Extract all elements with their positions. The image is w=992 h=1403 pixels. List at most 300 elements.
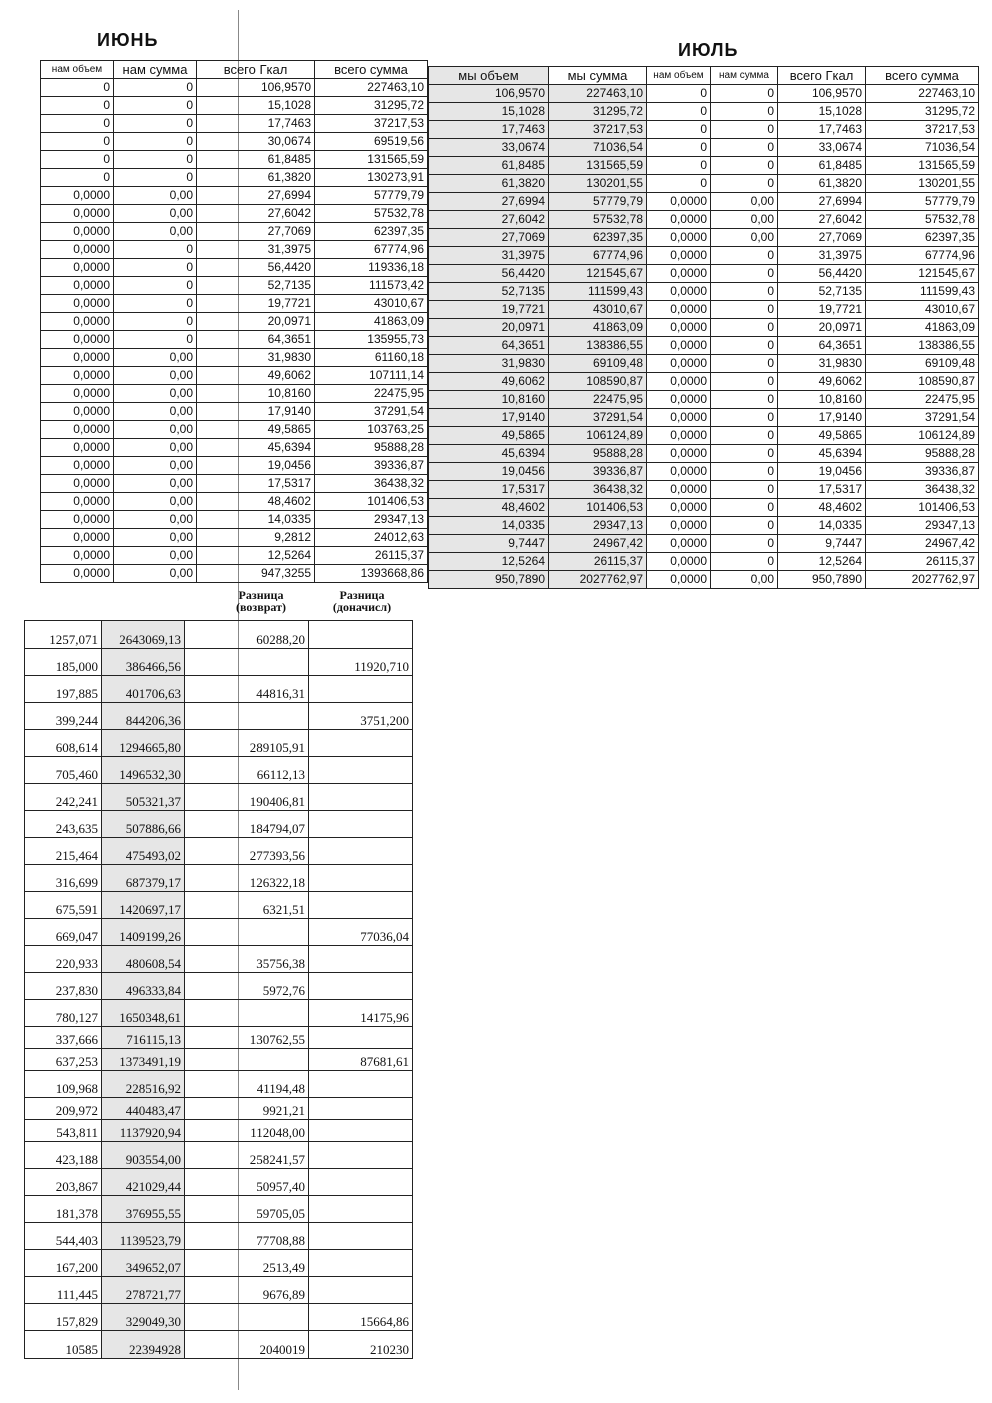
- july-row: [429, 121, 979, 139]
- june-row-cell: 0,0000: [41, 349, 114, 367]
- july-row-cell: 12,5264: [429, 553, 549, 571]
- difference-row: [25, 676, 413, 703]
- difference-row-cell: [309, 621, 413, 649]
- june-row-cell: 0,0000: [41, 313, 114, 331]
- july-row: [429, 229, 979, 247]
- difference-row: [25, 973, 413, 1000]
- june-row: [41, 457, 428, 475]
- july-row-cell: 0,00: [711, 193, 778, 211]
- july-row-cell: 15,1028: [778, 103, 866, 121]
- june-row-cell: 14,0335: [197, 511, 315, 529]
- july-row-cell: 10,8160: [778, 391, 866, 409]
- june-row-cell: 135955,73: [315, 331, 428, 349]
- june-row-cell: 49,5865: [197, 421, 315, 439]
- july-row-cell: 20,0971: [778, 319, 866, 337]
- july-row-cell: 39336,87: [549, 463, 647, 481]
- difference-row-cell: 35756,38: [185, 946, 309, 973]
- july-row: [429, 85, 979, 103]
- july-row-cell: 45,6394: [778, 445, 866, 463]
- difference-row-cell: 544,403: [25, 1223, 102, 1250]
- june-row-cell: 0,0000: [41, 295, 114, 313]
- july-row-cell: 106124,89: [549, 427, 647, 445]
- difference-row-cell: 2040019: [185, 1331, 309, 1359]
- june-row-cell: 17,9140: [197, 403, 315, 421]
- june-row-cell: 0: [114, 277, 197, 295]
- july-row-cell: 67774,96: [866, 247, 979, 265]
- difference-row-cell: [185, 703, 309, 730]
- june-row-cell: 45,6394: [197, 439, 315, 457]
- july-row-cell: 0: [647, 85, 711, 103]
- june-row-cell: 64,3651: [197, 331, 315, 349]
- july-row-cell: 0,0000: [647, 373, 711, 391]
- difference-row-cell: 496333,84: [102, 973, 185, 1000]
- july-row-cell: 0,0000: [647, 319, 711, 337]
- june-row-cell: 0: [41, 97, 114, 115]
- july-row-cell: 33,0674: [778, 139, 866, 157]
- july-row-cell: 0,0000: [647, 301, 711, 319]
- difference-row-cell: 780,127: [25, 1000, 102, 1027]
- june-row: [41, 439, 428, 457]
- july-row-cell: 0,0000: [647, 337, 711, 355]
- june-row-cell: 0,0000: [41, 205, 114, 223]
- june-row-cell: 0: [114, 169, 197, 187]
- july-row-cell: 0: [711, 481, 778, 499]
- june-row-cell: 61,8485: [197, 151, 315, 169]
- june-row-cell: 15,1028: [197, 97, 315, 115]
- july-row-cell: 19,0456: [778, 463, 866, 481]
- july-row: [429, 409, 979, 427]
- difference-row: [25, 730, 413, 757]
- june-row: [41, 403, 428, 421]
- july-row-cell: 57779,79: [549, 193, 647, 211]
- difference-row: [25, 1169, 413, 1196]
- july-row-cell: 0: [711, 499, 778, 517]
- july-row-cell: 57532,78: [866, 211, 979, 229]
- difference-row-cell: [309, 1071, 413, 1098]
- july-row-cell: 0: [711, 373, 778, 391]
- difference-row-cell: 505321,37: [102, 784, 185, 811]
- july-row-cell: 31,3975: [778, 247, 866, 265]
- july-row-cell: 61,8485: [429, 157, 549, 175]
- june-row-cell: 0: [114, 133, 197, 151]
- june-row-cell: 0: [41, 169, 114, 187]
- june-row: [41, 313, 428, 331]
- july-row-cell: 95888,28: [549, 445, 647, 463]
- july-row-cell: 57779,79: [866, 193, 979, 211]
- july-row-cell: 36438,32: [549, 481, 647, 499]
- june-row-cell: 0,00: [114, 367, 197, 385]
- july-row-cell: 227463,10: [866, 85, 979, 103]
- june-row: [41, 331, 428, 349]
- july-row-cell: 64,3651: [778, 337, 866, 355]
- july-row-cell: 0,0000: [647, 409, 711, 427]
- june-row-cell: 0,0000: [41, 529, 114, 547]
- june-row-cell: 0: [114, 151, 197, 169]
- july-row: [429, 445, 979, 463]
- june-row: [41, 187, 428, 205]
- july-header-row: [429, 67, 979, 85]
- difference-row-cell: 220,933: [25, 946, 102, 973]
- difference-row-cell: [309, 676, 413, 703]
- july-row-cell: 37217,53: [549, 121, 647, 139]
- july-row-cell: 0: [711, 463, 778, 481]
- july-row-cell: 108590,87: [549, 373, 647, 391]
- difference-row-cell: 1420697,17: [102, 892, 185, 919]
- difference-row-cell: 60288,20: [185, 621, 309, 649]
- difference-row-cell: 543,811: [25, 1120, 102, 1142]
- june-row-cell: 0: [114, 97, 197, 115]
- july-row-cell: 14,0335: [429, 517, 549, 535]
- june-row-cell: 0,0000: [41, 331, 114, 349]
- june-row: [41, 133, 428, 151]
- difference-row: [25, 703, 413, 730]
- july-row: [429, 175, 979, 193]
- july-row-cell: 2027762,97: [866, 571, 979, 589]
- june-row: [41, 547, 428, 565]
- july-row-cell: 121545,67: [549, 265, 647, 283]
- june-row-cell: 131565,59: [315, 151, 428, 169]
- june-row: [41, 151, 428, 169]
- difference-row: [25, 1000, 413, 1027]
- difference-row: [25, 649, 413, 676]
- difference-row-cell: 376955,55: [102, 1196, 185, 1223]
- june-row-cell: 0: [114, 115, 197, 133]
- july-row-cell: 17,7463: [778, 121, 866, 139]
- difference-row-cell: 87681,61: [309, 1049, 413, 1071]
- july-row-cell: 106124,89: [866, 427, 979, 445]
- difference-row: [25, 1049, 413, 1071]
- july-row-cell: 52,7135: [429, 283, 549, 301]
- june-row-cell: 0: [41, 79, 114, 97]
- june-row-cell: 48,4602: [197, 493, 315, 511]
- july-row-cell: 17,7463: [429, 121, 549, 139]
- difference-row-cell: 6321,51: [185, 892, 309, 919]
- july-row: [429, 247, 979, 265]
- july-row-cell: 0: [711, 157, 778, 175]
- july-row: [429, 337, 979, 355]
- difference-table: [24, 620, 413, 1359]
- july-row-cell: 19,7721: [778, 301, 866, 319]
- june-row-cell: 0: [114, 331, 197, 349]
- june-row-cell: 0,00: [114, 421, 197, 439]
- july-row: [429, 427, 979, 445]
- difference-row-cell: 329049,30: [102, 1304, 185, 1331]
- difference-row-cell: 401706,63: [102, 676, 185, 703]
- difference-row: [25, 784, 413, 811]
- difference-row-cell: 421029,44: [102, 1169, 185, 1196]
- difference-row-cell: 423,188: [25, 1142, 102, 1169]
- difference-row-cell: 1409199,26: [102, 919, 185, 946]
- july-row-cell: 49,5865: [778, 427, 866, 445]
- difference-row-cell: 480608,54: [102, 946, 185, 973]
- difference-row-cell: 844206,36: [102, 703, 185, 730]
- july-row-cell: 29347,13: [866, 517, 979, 535]
- june-row: [41, 295, 428, 313]
- july-row-cell: 56,4420: [429, 265, 549, 283]
- june-row-cell: 27,7069: [197, 223, 315, 241]
- difference-row: [25, 1304, 413, 1331]
- july-header-cell: всего Гкал: [778, 67, 866, 85]
- july-row-cell: 0,0000: [647, 481, 711, 499]
- difference-row-cell: 316,699: [25, 865, 102, 892]
- july-row-cell: 101406,53: [549, 499, 647, 517]
- july-row-cell: 61,3820: [429, 175, 549, 193]
- july-row-cell: 37217,53: [866, 121, 979, 139]
- difference-row: [25, 1071, 413, 1098]
- june-row-cell: 0: [114, 241, 197, 259]
- july-header-cell: нам сумма: [711, 67, 778, 85]
- june-row: [41, 241, 428, 259]
- june-row-cell: 0,0000: [41, 547, 114, 565]
- july-row-cell: 19,7721: [429, 301, 549, 319]
- july-row-cell: 62397,35: [866, 229, 979, 247]
- june-row: [41, 511, 428, 529]
- june-row-cell: 9,2812: [197, 529, 315, 547]
- july-row-cell: 0,0000: [647, 445, 711, 463]
- july-row-cell: 27,7069: [778, 229, 866, 247]
- june-row-cell: 49,6062: [197, 367, 315, 385]
- july-row-cell: 106,9570: [429, 85, 549, 103]
- june-row: [41, 259, 428, 277]
- june-row: [41, 475, 428, 493]
- july-row-cell: 10,8160: [429, 391, 549, 409]
- june-row-cell: 20,0971: [197, 313, 315, 331]
- june-row-cell: 0: [41, 133, 114, 151]
- june-row: [41, 97, 428, 115]
- july-row-cell: 101406,53: [866, 499, 979, 517]
- july-row-cell: 111599,43: [866, 283, 979, 301]
- july-row-cell: 95888,28: [866, 445, 979, 463]
- difference-row: [25, 838, 413, 865]
- june-row-cell: 0,0000: [41, 259, 114, 277]
- june-row-cell: 0,0000: [41, 403, 114, 421]
- difference-row: [25, 1120, 413, 1142]
- july-row-cell: 17,5317: [429, 481, 549, 499]
- june-row-cell: 0,0000: [41, 457, 114, 475]
- june-row-cell: 0,00: [114, 565, 197, 583]
- july-row-cell: 0: [711, 265, 778, 283]
- june-row-cell: 119336,18: [315, 259, 428, 277]
- june-row-cell: 57779,79: [315, 187, 428, 205]
- july-row-cell: 138386,55: [866, 337, 979, 355]
- july-row-cell: 108590,87: [866, 373, 979, 391]
- july-row-cell: 0,0000: [647, 571, 711, 589]
- july-row-cell: 26115,37: [549, 553, 647, 571]
- difference-row-cell: 5972,76: [185, 973, 309, 1000]
- june-row-cell: 0,00: [114, 439, 197, 457]
- june-row: [41, 421, 428, 439]
- difference-row: [25, 1223, 413, 1250]
- difference-row-cell: 687379,17: [102, 865, 185, 892]
- june-row-cell: 0,0000: [41, 385, 114, 403]
- july-row: [429, 571, 979, 589]
- june-row-cell: 107111,14: [315, 367, 428, 385]
- june-row: [41, 277, 428, 295]
- july-row-cell: 0: [711, 283, 778, 301]
- difference-row-cell: [185, 1000, 309, 1027]
- june-row-cell: 0,0000: [41, 421, 114, 439]
- difference-row-cell: 10585: [25, 1331, 102, 1359]
- july-row: [429, 373, 979, 391]
- june-row-cell: 0,0000: [41, 565, 114, 583]
- july-row: [429, 193, 979, 211]
- july-row-cell: 22475,95: [549, 391, 647, 409]
- june-row-cell: 0,00: [114, 547, 197, 565]
- difference-row-cell: [309, 1196, 413, 1223]
- difference-row-cell: 66112,13: [185, 757, 309, 784]
- july-row: [429, 517, 979, 535]
- difference-return-header: Разница (возврат): [236, 588, 286, 614]
- june-row: [41, 349, 428, 367]
- difference-row: [25, 1027, 413, 1049]
- july-row-cell: 43010,67: [549, 301, 647, 319]
- july-row-cell: 0: [711, 517, 778, 535]
- june-row-cell: 10,8160: [197, 385, 315, 403]
- june-row-cell: 37217,53: [315, 115, 428, 133]
- june-row-cell: 0,00: [114, 223, 197, 241]
- difference-row-cell: [309, 811, 413, 838]
- june-row-cell: 27,6994: [197, 187, 315, 205]
- difference-row: [25, 811, 413, 838]
- difference-row-cell: [309, 946, 413, 973]
- july-row-cell: 56,4420: [778, 265, 866, 283]
- difference-row-cell: [309, 1142, 413, 1169]
- june-table: [40, 60, 428, 583]
- july-row-cell: 31,9830: [778, 355, 866, 373]
- july-row-cell: 0,0000: [647, 499, 711, 517]
- july-row: [429, 157, 979, 175]
- june-row: [41, 565, 428, 583]
- difference-row-cell: 130762,55: [185, 1027, 309, 1049]
- july-row-cell: 0,0000: [647, 517, 711, 535]
- difference-row-cell: 181,378: [25, 1196, 102, 1223]
- difference-row-cell: 349652,07: [102, 1250, 185, 1277]
- july-row-cell: 121545,67: [866, 265, 979, 283]
- difference-row-cell: [309, 1098, 413, 1120]
- difference-row-cell: 716115,13: [102, 1027, 185, 1049]
- june-row-cell: 0,0000: [41, 511, 114, 529]
- july-row-cell: 71036,54: [866, 139, 979, 157]
- july-row-cell: 0,0000: [647, 535, 711, 553]
- july-row-cell: 36438,32: [866, 481, 979, 499]
- june-row-cell: 130273,91: [315, 169, 428, 187]
- july-header-cell: нам объем: [647, 67, 711, 85]
- june-row-cell: 39336,87: [315, 457, 428, 475]
- june-row-cell: 103763,25: [315, 421, 428, 439]
- july-row-cell: 22475,95: [866, 391, 979, 409]
- july-row-cell: 0: [647, 139, 711, 157]
- july-row-cell: 0,0000: [647, 391, 711, 409]
- june-row: [41, 385, 428, 403]
- july-row-cell: 64,3651: [429, 337, 549, 355]
- july-row: [429, 391, 979, 409]
- july-row-cell: 0: [711, 337, 778, 355]
- july-row-cell: 0,0000: [647, 463, 711, 481]
- june-row-cell: 41863,09: [315, 313, 428, 331]
- june-row-cell: 31,3975: [197, 241, 315, 259]
- july-row-cell: 31,3975: [429, 247, 549, 265]
- june-row-cell: 0: [41, 151, 114, 169]
- june-row-cell: 62397,35: [315, 223, 428, 241]
- july-row-cell: 48,4602: [778, 499, 866, 517]
- july-row-cell: 111599,43: [549, 283, 647, 301]
- july-row-cell: 27,7069: [429, 229, 549, 247]
- june-row-cell: 24012,63: [315, 529, 428, 547]
- july-row-cell: 69109,48: [549, 355, 647, 373]
- difference-row-cell: 1294665,80: [102, 730, 185, 757]
- difference-row-cell: 185,000: [25, 649, 102, 676]
- difference-row-cell: 167,200: [25, 1250, 102, 1277]
- difference-row-cell: 903554,00: [102, 1142, 185, 1169]
- july-header-cell: всего сумма: [866, 67, 979, 85]
- june-row-cell: 227463,10: [315, 79, 428, 97]
- june-row-cell: 0,0000: [41, 187, 114, 205]
- difference-row-cell: [309, 1120, 413, 1142]
- july-row-cell: 106,9570: [778, 85, 866, 103]
- difference-row-cell: 258241,57: [185, 1142, 309, 1169]
- july-row-cell: 0: [711, 85, 778, 103]
- july-row-cell: 26115,37: [866, 553, 979, 571]
- july-row-cell: 57532,78: [549, 211, 647, 229]
- difference-row-cell: 157,829: [25, 1304, 102, 1331]
- july-row-cell: 14,0335: [778, 517, 866, 535]
- july-row-cell: 0,0000: [647, 211, 711, 229]
- june-row-cell: 0: [114, 79, 197, 97]
- july-row-cell: 37291,54: [549, 409, 647, 427]
- july-row-cell: 0: [711, 355, 778, 373]
- difference-row-cell: 210230: [309, 1331, 413, 1359]
- july-row: [429, 553, 979, 571]
- june-row: [41, 79, 428, 97]
- july-row-cell: 62397,35: [549, 229, 647, 247]
- difference-row-cell: [185, 919, 309, 946]
- july-row-cell: 0,0000: [647, 553, 711, 571]
- difference-row-cell: [309, 1027, 413, 1049]
- june-row-cell: 0,0000: [41, 475, 114, 493]
- difference-row-cell: [309, 757, 413, 784]
- june-row-cell: 0: [114, 259, 197, 277]
- july-row-cell: 45,6394: [429, 445, 549, 463]
- difference-row-cell: 228516,92: [102, 1071, 185, 1098]
- difference-row-cell: 277393,56: [185, 838, 309, 865]
- june-row-cell: 0,00: [114, 475, 197, 493]
- difference-row: [25, 1142, 413, 1169]
- difference-row: [25, 1196, 413, 1223]
- difference-row-cell: 399,244: [25, 703, 102, 730]
- difference-row-cell: 59705,05: [185, 1196, 309, 1223]
- difference-row-cell: 215,464: [25, 838, 102, 865]
- june-header-cell: всего сумма: [315, 61, 428, 79]
- june-row-cell: 0,00: [114, 187, 197, 205]
- july-row-cell: 24967,42: [549, 535, 647, 553]
- difference-row-cell: 2513,49: [185, 1250, 309, 1277]
- june-row-cell: 61,3820: [197, 169, 315, 187]
- difference-row: [25, 757, 413, 784]
- july-row-cell: 49,5865: [429, 427, 549, 445]
- difference-row-cell: [309, 892, 413, 919]
- july-row-cell: 950,7890: [429, 571, 549, 589]
- june-row-cell: 0,00: [114, 205, 197, 223]
- july-row-cell: 0,0000: [647, 283, 711, 301]
- difference-row-cell: 9676,89: [185, 1277, 309, 1304]
- difference-row-cell: 337,666: [25, 1027, 102, 1049]
- june-row-cell: 0,00: [114, 403, 197, 421]
- difference-row: [25, 865, 413, 892]
- july-table: [428, 66, 979, 589]
- july-row-cell: 49,6062: [429, 373, 549, 391]
- july-row-cell: 49,6062: [778, 373, 866, 391]
- june-row-cell: 95888,28: [315, 439, 428, 457]
